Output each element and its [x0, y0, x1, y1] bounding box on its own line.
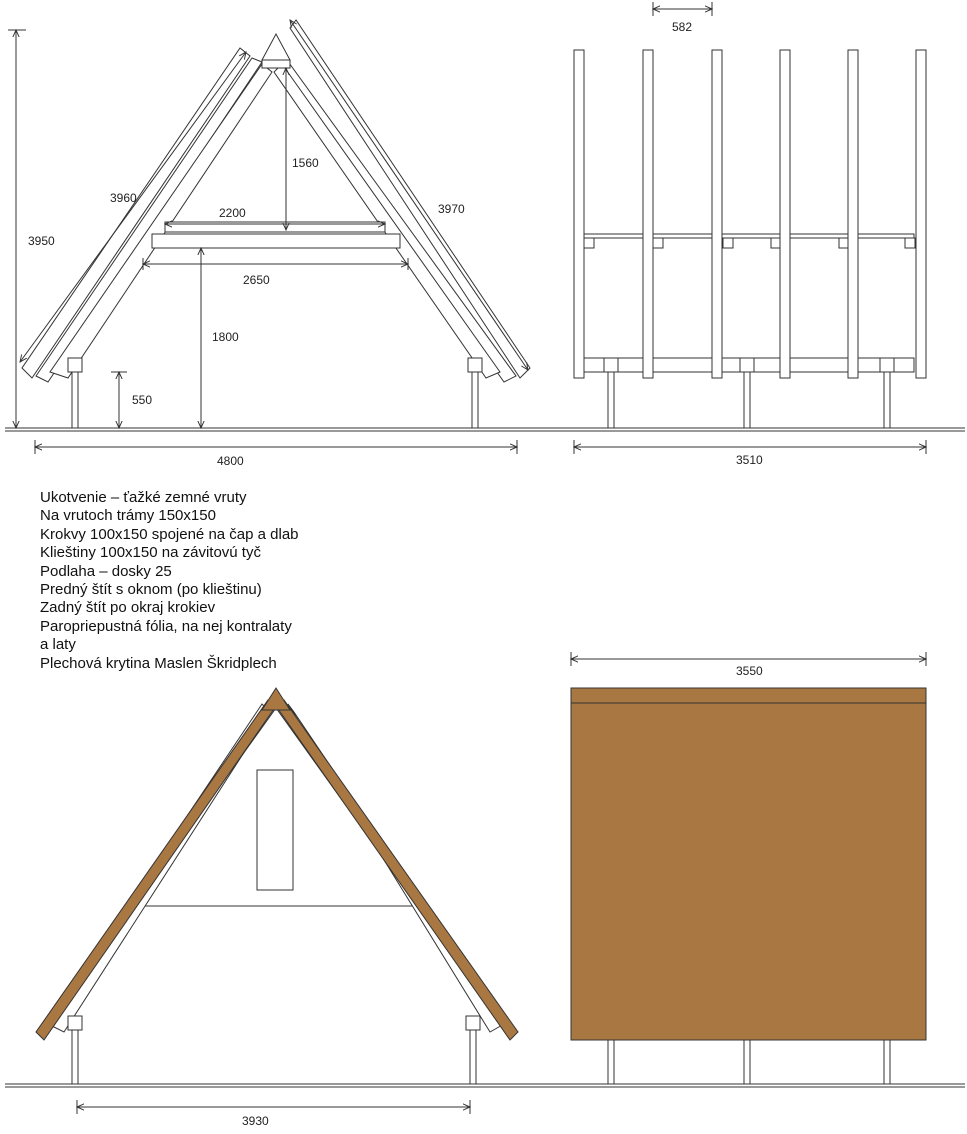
- dim-3930: 3930: [242, 1114, 269, 1128]
- dim-3950: 3950: [28, 234, 55, 248]
- rafter-1: [574, 50, 584, 378]
- ridge-cap-brown: [262, 688, 290, 710]
- right-post: [472, 372, 478, 428]
- roof-side-panel: [571, 688, 926, 1040]
- rafter-4: [780, 50, 790, 378]
- left-post: [72, 372, 78, 428]
- right-beam-end: [468, 358, 482, 372]
- collar-beam: [584, 234, 914, 238]
- right-rafter: [278, 56, 516, 382]
- frame-side-view: [574, 2, 926, 467]
- rafter-2: [643, 50, 653, 378]
- post-1: [608, 372, 614, 428]
- note-item: a laty: [40, 636, 76, 654]
- rafter-6: [916, 50, 926, 378]
- dim-4800: 4800: [217, 454, 244, 468]
- note-item: Zadný štít po okraj krokiev: [40, 599, 216, 617]
- collar-tie: [152, 234, 400, 248]
- note-item: Krokvy 100x150 spojené na čap a dlab: [40, 525, 299, 543]
- dim-3970: 3970: [438, 202, 465, 216]
- left-rafter-outer: [22, 48, 250, 378]
- post-3: [884, 372, 890, 428]
- dim-3510: 3510: [736, 453, 763, 467]
- dim-1800: 1800: [212, 330, 239, 344]
- dim-582: 582: [672, 20, 693, 34]
- dim-2200: 2200: [219, 206, 246, 220]
- post-2: [744, 372, 750, 428]
- note-item: Paropriepustná fólia, na nej kontralaty: [40, 617, 292, 635]
- side-elevation: [571, 652, 926, 1084]
- note-item: Predný štít s oknom (po klieštinu): [40, 581, 262, 599]
- dim-3550: 3550: [736, 664, 763, 678]
- construction-notes: [40, 489, 370, 673]
- note-item: Klieštiny 100x150 na závitovú tyč: [40, 544, 261, 562]
- note-item: Na vrutoch trámy 150x150: [40, 507, 216, 525]
- right-rafter-inner: [274, 64, 500, 378]
- note-item: Ukotvenie – ťažké zemné vruty: [40, 489, 247, 506]
- dim-1560: 1560: [292, 156, 319, 170]
- note-item: Plechová krytina Maslen Škridplech: [40, 654, 277, 672]
- gable-window: [257, 770, 293, 890]
- rafter-5: [848, 50, 858, 378]
- note-item: Podlaha – dosky 25: [40, 562, 172, 580]
- rafter-3: [712, 50, 722, 378]
- dim-2650: 2650: [243, 273, 270, 287]
- dim-550: 550: [132, 393, 153, 407]
- ridge-block: [262, 60, 290, 68]
- ridge-cap: [262, 34, 290, 60]
- frame-section-view: [5, 20, 965, 468]
- left-beam-end: [68, 358, 82, 372]
- dim-3960: 3960: [110, 191, 137, 205]
